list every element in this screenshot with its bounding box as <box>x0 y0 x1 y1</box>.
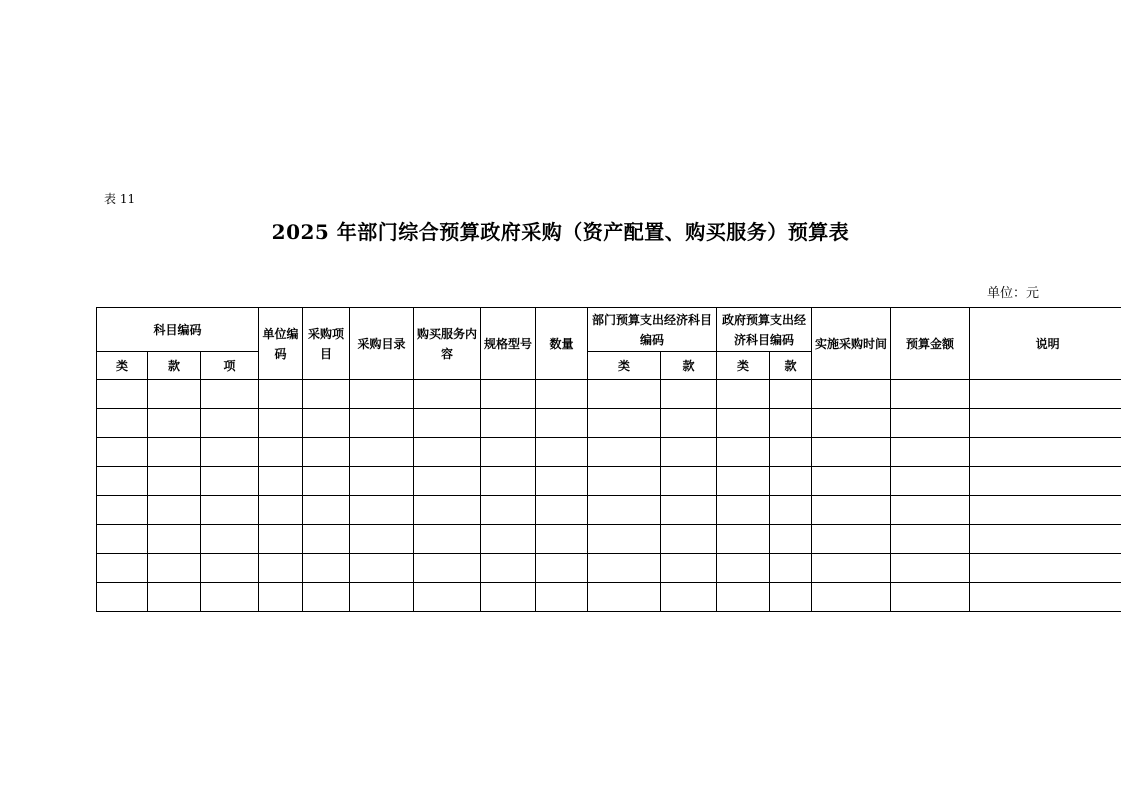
table-body <box>97 380 1121 612</box>
table-row <box>97 409 1121 438</box>
table-cell[interactable] <box>536 496 588 525</box>
table-cell[interactable] <box>303 554 350 583</box>
table-cell[interactable] <box>661 496 717 525</box>
table-cell[interactable] <box>303 409 350 438</box>
table-cell[interactable] <box>536 380 588 409</box>
header-gov-econ-code: 政府预算支出经济科目编码 <box>717 308 812 352</box>
header-unit-code: 单位编码 <box>259 308 303 380</box>
table-cell[interactable] <box>717 380 770 409</box>
table-cell[interactable] <box>588 583 661 612</box>
table-cell[interactable] <box>97 467 148 496</box>
table-cell[interactable] <box>148 525 201 554</box>
table-cell[interactable] <box>350 525 414 554</box>
table-cell[interactable] <box>770 380 812 409</box>
table-cell[interactable] <box>97 583 148 612</box>
table-cell[interactable] <box>661 438 717 467</box>
table-cell[interactable] <box>259 467 303 496</box>
budget-table <box>96 307 1121 612</box>
header-sub-lei: 类 <box>97 352 148 380</box>
table-cell[interactable] <box>97 496 148 525</box>
table-cell[interactable] <box>148 467 201 496</box>
table-cell[interactable] <box>350 409 414 438</box>
table-cell[interactable] <box>891 583 970 612</box>
table-cell[interactable] <box>717 467 770 496</box>
table-cell[interactable] <box>414 380 481 409</box>
header-service-content: 购买服务内容 <box>414 308 481 380</box>
table-cell[interactable] <box>201 438 259 467</box>
table-cell[interactable] <box>891 438 970 467</box>
table-cell[interactable] <box>201 554 259 583</box>
table-row <box>97 583 1121 612</box>
table-row <box>97 525 1121 554</box>
header-sub-xiang: 项 <box>201 352 259 380</box>
table-cell[interactable] <box>414 467 481 496</box>
unit-label: 单位：元 <box>986 286 1039 301</box>
table-cell[interactable] <box>661 380 717 409</box>
table-cell[interactable] <box>812 409 891 438</box>
table-cell[interactable] <box>201 409 259 438</box>
table-cell[interactable] <box>970 525 1121 554</box>
table-cell[interactable] <box>536 467 588 496</box>
table-cell[interactable] <box>717 496 770 525</box>
table-cell[interactable] <box>717 583 770 612</box>
header-gov-lei: 类 <box>717 352 770 380</box>
table-cell[interactable] <box>414 496 481 525</box>
table-cell[interactable] <box>414 409 481 438</box>
table-cell[interactable] <box>350 438 414 467</box>
table-cell[interactable] <box>303 380 350 409</box>
header-subject-code: 科目编码 <box>97 308 259 352</box>
table-cell[interactable] <box>97 409 148 438</box>
table-cell[interactable] <box>350 467 414 496</box>
table-cell[interactable] <box>536 409 588 438</box>
table-cell[interactable] <box>812 496 891 525</box>
table-cell[interactable] <box>259 496 303 525</box>
table-cell[interactable] <box>259 380 303 409</box>
table-cell[interactable] <box>970 583 1121 612</box>
table-cell[interactable] <box>201 380 259 409</box>
table-cell[interactable] <box>770 583 812 612</box>
table-cell[interactable] <box>970 380 1121 409</box>
table-cell[interactable] <box>717 438 770 467</box>
table-cell[interactable] <box>148 496 201 525</box>
table-cell[interactable] <box>812 525 891 554</box>
table-cell[interactable] <box>588 554 661 583</box>
table-cell[interactable] <box>97 380 148 409</box>
header-impl-time: 实施采购时间 <box>812 308 891 380</box>
table-cell[interactable] <box>770 438 812 467</box>
table-cell[interactable] <box>481 467 536 496</box>
table-cell[interactable] <box>481 583 536 612</box>
table-cell[interactable] <box>812 380 891 409</box>
table-cell[interactable] <box>259 525 303 554</box>
table-cell[interactable] <box>891 525 970 554</box>
page-title: 2025 年部门综合预算政府采购（资产配置、购买服务）预算表 <box>271 220 850 244</box>
table-cell[interactable] <box>770 467 812 496</box>
table-cell[interactable] <box>717 409 770 438</box>
table-cell[interactable] <box>148 438 201 467</box>
table-cell[interactable] <box>481 525 536 554</box>
table-cell[interactable] <box>414 525 481 554</box>
table-cell[interactable] <box>148 583 201 612</box>
table-cell[interactable] <box>588 438 661 467</box>
table-cell[interactable] <box>148 409 201 438</box>
table-cell[interactable] <box>481 554 536 583</box>
table-cell[interactable] <box>588 496 661 525</box>
table-cell[interactable] <box>148 554 201 583</box>
header-purchase-item: 采购项目 <box>303 308 350 380</box>
table-cell[interactable] <box>303 438 350 467</box>
table-cell[interactable] <box>717 525 770 554</box>
table-cell[interactable] <box>414 438 481 467</box>
table-cell[interactable] <box>661 583 717 612</box>
table-cell[interactable] <box>201 496 259 525</box>
header-quantity: 数量 <box>536 308 588 380</box>
table-cell[interactable] <box>303 496 350 525</box>
table-cell[interactable] <box>350 496 414 525</box>
table-cell[interactable] <box>970 409 1121 438</box>
table-cell[interactable] <box>481 438 536 467</box>
header-dept-kuan: 款 <box>661 352 717 380</box>
table-cell[interactable] <box>661 554 717 583</box>
table-cell[interactable] <box>201 583 259 612</box>
header-spec-model: 规格型号 <box>481 308 536 380</box>
table-cell[interactable] <box>259 554 303 583</box>
header-dept-econ-code: 部门预算支出经济科目编码 <box>588 308 717 352</box>
table-cell[interactable] <box>536 438 588 467</box>
header-remarks: 说明 <box>970 308 1121 380</box>
table-cell[interactable] <box>481 380 536 409</box>
table-cell[interactable] <box>259 438 303 467</box>
table-cell[interactable] <box>770 409 812 438</box>
table-cell[interactable] <box>259 583 303 612</box>
header-purchase-catalog: 采购目录 <box>350 308 414 380</box>
table-row <box>97 496 1121 525</box>
table-cell[interactable] <box>891 380 970 409</box>
table-cell[interactable] <box>812 554 891 583</box>
table-cell[interactable] <box>303 467 350 496</box>
table-cell[interactable] <box>259 409 303 438</box>
table-cell[interactable] <box>201 467 259 496</box>
table-cell[interactable] <box>891 467 970 496</box>
table-cell[interactable] <box>661 525 717 554</box>
table-cell[interactable] <box>414 583 481 612</box>
table-cell[interactable] <box>201 525 259 554</box>
table-cell[interactable] <box>97 554 148 583</box>
table-row <box>97 467 1121 496</box>
table-cell[interactable] <box>536 554 588 583</box>
table-cell[interactable] <box>970 554 1121 583</box>
table-cell[interactable] <box>588 409 661 438</box>
table-cell[interactable] <box>588 525 661 554</box>
table-cell[interactable] <box>536 583 588 612</box>
table-cell[interactable] <box>891 496 970 525</box>
table-cell[interactable] <box>970 438 1121 467</box>
table-cell[interactable] <box>770 554 812 583</box>
table-cell[interactable] <box>536 525 588 554</box>
table-cell[interactable] <box>350 380 414 409</box>
table-cell[interactable] <box>414 554 481 583</box>
table-cell[interactable] <box>717 554 770 583</box>
table-cell[interactable] <box>891 554 970 583</box>
table-cell[interactable] <box>970 496 1121 525</box>
table-cell[interactable] <box>812 467 891 496</box>
table-cell[interactable] <box>588 380 661 409</box>
table-cell[interactable] <box>588 467 661 496</box>
table-number: 表 11 <box>104 192 136 206</box>
table-cell[interactable] <box>481 496 536 525</box>
table-row <box>97 380 1121 409</box>
table-cell[interactable] <box>661 467 717 496</box>
header-gov-kuan: 款 <box>770 352 812 380</box>
table-cell[interactable] <box>661 409 717 438</box>
table-cell[interactable] <box>812 583 891 612</box>
table-cell[interactable] <box>303 583 350 612</box>
header-dept-lei: 类 <box>588 352 661 380</box>
table-cell[interactable] <box>770 525 812 554</box>
header-sub-kuan: 款 <box>148 352 201 380</box>
table-cell[interactable] <box>303 525 350 554</box>
table-cell[interactable] <box>350 583 414 612</box>
table-row <box>97 554 1121 583</box>
table-cell[interactable] <box>891 409 970 438</box>
table-cell[interactable] <box>97 525 148 554</box>
table-cell[interactable] <box>148 380 201 409</box>
table-cell[interactable] <box>481 409 536 438</box>
table-cell[interactable] <box>812 438 891 467</box>
header-budget-amount: 预算金额 <box>891 308 970 380</box>
table-cell[interactable] <box>970 467 1121 496</box>
table-row <box>97 438 1121 467</box>
table-cell[interactable] <box>350 554 414 583</box>
table-cell[interactable] <box>770 496 812 525</box>
table-cell[interactable] <box>97 438 148 467</box>
